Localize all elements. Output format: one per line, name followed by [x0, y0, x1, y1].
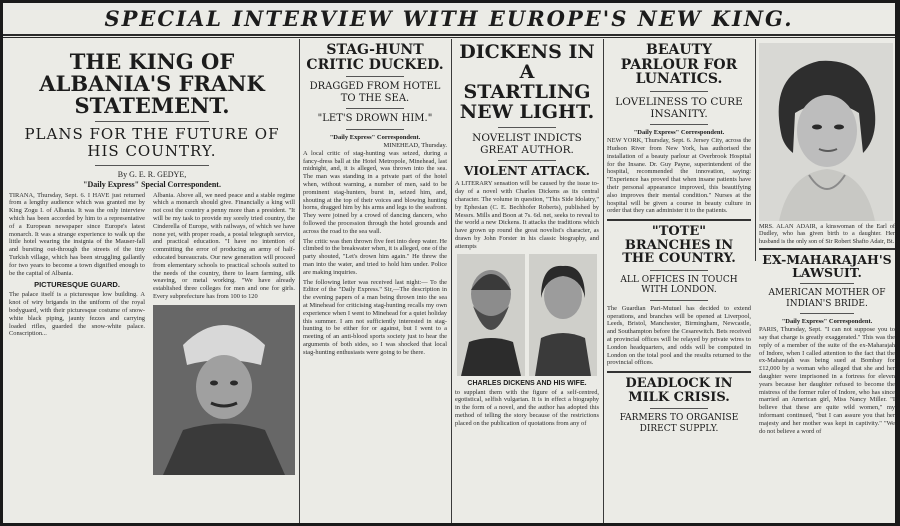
banner-rule-top: [3, 34, 895, 36]
column-rule: [755, 39, 756, 261]
column-rule: [603, 39, 604, 523]
albania-paragraph: Albania. Above all, we need peace and a stable regime which a monarch should give. Financially a king will not cost the country a penny more than a president. "It will be my task to provide my sorely tried country, the Cinderella of Europe, with railways, of which we have none yet, with proper roads, a postal telegraph service, and practical education. "I have no intention of committing the error of producing an army of half-educated bureaucrats. Our new generation will proceed from elementary schools to practical schools suited to the needs of the country, there to learn farming, silk weaving, or metal working. "We have already established three colleges for men and one for girls. Every subprefecture has from 100 to 120: [153, 191, 295, 300]
column-rule: [299, 39, 300, 523]
divider: [346, 129, 404, 130]
maharajah-paragraph: PARIS, Thursday, Sept. "I can not suppose you to say that charge is greatly exaggerated." This was the reply of a member of the suite of the ex-Maharajah of Indore, when I called attention to the fact that the ex-Maharajah was being sued at Bombay for £12,000 by a woman who alleged that she and her daughter were imprisoned in a fortress for eleven years because her daughter refused to become the mistress of the former ruler of Indore, who has since married an American girl, Miss Nancy Miller. "I believe that these are quite wild women," my informant continued, "but I can assure you that her majesty and her mother was kept in captivity." "We do not believe a word of: [759, 326, 895, 435]
albania-paragraph: The palace itself is a picturesque low building. A knot of wiry brigands in the uniform of the royal bodyguard, with their picturesque costume of snow-white black piping, jaunty fezzes and carrying loaded rifles, guarded the snow-white palace. Conscription...: [9, 291, 145, 338]
divider: [498, 127, 556, 128]
dickens-paragraph: to supplant them with the figure of a self-centred, egotistical, selfish vulgarian. It is in effect a biography in the form of a novel, and the author has adopted this method of telling the story because of the restrictions placed on the publication of quotations from any of: [455, 388, 599, 427]
column-four: [607, 41, 751, 523]
page-banner: SPECIAL INTERVIEW WITH EUROPE'S NEW KING.: [104, 6, 794, 31]
staghunt-correspondent: "Daily Express" Correspondent.: [329, 133, 421, 141]
column-five: [759, 41, 895, 523]
albania-correspondent: "Daily Express" Special Correspondent.: [83, 179, 221, 189]
beauty-paragraph: NEW YORK, Thursday, Sept. 6. Jersey City, across the Hudson River from New York, has authorised the installation of a beauty parlour at Overbrook Hospital for the Insane. Dr. Guy Payne, superintendent of the hospital, recommended the innovation, saying: "Experience has proved that when insane patients have their personal appearance improved, this beautifying also improves their mental condition." Nurses at the hospital will be given a course in beauty culture in order that they can administer it to the patients.: [607, 137, 751, 215]
divider: [650, 91, 708, 92]
beauty-headline: BEAUTY PARLOUR FOR LUNATICS.: [620, 42, 738, 88]
staghunt-paragraph: The following letter was received last night:— To the Editor of the "Daily Express." Sir,—The description in the evening papers of a man being thrown into the sea at Minehead for criticising stag-hunting recalls my own experience when I went to Minehead for a quiet holiday this summer. I am not sufficiently interested in stag-hunting to be either for or against, but I went to a meeting of an anti-blood sports society just to hear the arguments of both sides, so I was shocked that local stag-hunting enthusiasts were going to be there.: [303, 278, 447, 356]
section-rule: [607, 371, 751, 373]
dickens-portrait-photos: [455, 254, 599, 378]
dickens-section-heading: VIOLENT ATTACK.: [464, 163, 590, 178]
column-rule: [451, 39, 452, 523]
divider: [346, 76, 404, 77]
beauty-correspondent: "Daily Express" Correspondent.: [633, 129, 725, 137]
divider: [498, 160, 556, 161]
banner-rule-bottom: [3, 37, 895, 38]
divider: [800, 313, 854, 314]
maharajah-headline: EX-MAHARAJAH'S LAWSUIT.: [762, 252, 892, 281]
albania-section-heading: PICTURESQUE GUARD.: [34, 280, 120, 290]
divider: [650, 270, 708, 271]
newspaper-page: [3, 3, 895, 523]
divider: [346, 108, 404, 109]
tote-paragraph: The Guardian Pari-Mutuel has decided to extend operations, and branches will be opened at Liverpool, Leeds, Bristol, Manchester, Birmingham, Newcastle, and Southampton before the Cesarewitch. Bets received at provincial offices will be relayed by private wires to London headquarters, and odds will be computed in London on the total pool and the results returned to the provincial offices.: [607, 304, 751, 367]
tote-headline: "TOTE" BRANCHES IN THE COUNTRY.: [622, 224, 736, 267]
albania-headline: THE KING OF ALBANIA'S FRANK STATEMENT.: [39, 49, 265, 119]
staghunt-article: [303, 41, 447, 523]
milk-headline: DEADLOCK IN MILK CRISIS.: [625, 376, 733, 405]
staghunt-quote: "LET'S DROWN HIM.": [317, 113, 433, 125]
staghunt-dateline: MINEHEAD, Thursday.: [383, 141, 447, 149]
staghunt-subhead: DRAGGED FROM HOTEL TO THE SEA.: [309, 81, 441, 104]
king-zog-photo: [153, 305, 295, 475]
dickens-subhead: NOVELIST INDICTS GREAT AUTHOR.: [472, 131, 582, 156]
divider: [650, 300, 708, 301]
adair-caption: MRS. ALAN ADAIR, a kinswoman of the Earl of Dudley, who has given birth to a daughter. Her husband is the only son of Sir Robert Shafto Adair, Bt.: [759, 223, 895, 245]
staghunt-paragraph: The critic was then thrown five feet into deep water. He climbed to the breakwater when, it is alleged, one of the party shouted, "Let's drown him again." He threw the man into the water, and tried to hold him under. Police are making inquiries.: [303, 237, 447, 276]
albania-article: [9, 41, 295, 523]
beauty-subhead: LOVELINESS TO CURE INSANITY.: [615, 96, 743, 121]
divider: [650, 124, 708, 125]
dickens-headline: DICKENS IN A STARTLING NEW LIGHT.: [459, 41, 595, 123]
albania-byline: By G. E. R. GEDYE,: [117, 169, 187, 179]
maharajah-subhead: AMERICAN MOTHER OF INDIAN'S BRIDE.: [768, 288, 886, 309]
albania-subhead: PLANS FOR THE FUTURE OF HIS COUNTRY.: [24, 125, 280, 161]
mrs-adair-portrait: [759, 43, 893, 221]
maharajah-correspondent: "Daily Express" Correspondent.: [781, 318, 873, 326]
albania-paragraph: TIRANA, Thursday, Sept. 6. I HAVE just returned from a lengthy audience which was granted me by King Zogu I. of Albania. It was the only interview which has been accorded by him to a representative of a European newspaper since Europe's latest monarch. It was a strange experience to walk up the little hotel wearing the insignia of the Mauser-fall and bursting out-through the streets of the tiny Turkish village, which has been struggling gallantly for two years to become a town dignified enough to be the capital of Albania.: [9, 191, 145, 277]
milk-subhead: FARMERS TO ORGANISE DIRECT SUPPLY.: [619, 413, 739, 434]
staghunt-paragraph: A local critic of stag-hunting was seized, during a fancy-dress ball at the Hotel Metropole, Minehead, last midnight, and, it is alleged, was thrown into the sea. The man was standing in a private part of the hotel when, without warning, a number of men, said to be prominent stag-hunters, burst in, seized him, and, shouting at the top of their voices and blowing hunting horns, dragged him by his arms and legs to the seafront. They were joined by a crowd of dancing dancers, who followed the procession through the hotel grounds and across the road to the sea wall.: [303, 149, 447, 235]
divider: [95, 165, 209, 166]
dickens-paragraph: A LITERARY sensation will be caused by the issue to-day of a novel with Charles Dickens as its central character. The volume in question, "This Side Idolatry," by Ephesian (C. E. Bechhofer Roberts), published by Messrs. Mills and Boon at 7s. 6d. net, seeks to reveal to the world a new Dickens. It attacks the traditions which have grown up round the great novelist's character, as drawn by John Forster in his classic biography, and attempts: [455, 180, 599, 250]
section-rule: [607, 219, 751, 221]
divider: [95, 121, 209, 122]
dickens-photo-caption: CHARLES DICKENS AND HIS WIFE.: [467, 379, 587, 387]
tote-subhead: ALL OFFICES IN TOUCH WITH LONDON.: [620, 275, 738, 296]
divider: [650, 408, 708, 409]
dickens-article: [455, 41, 599, 523]
divider: [800, 283, 854, 284]
section-rule: [759, 248, 895, 250]
staghunt-headline: STAG-HUNT CRITIC DUCKED.: [306, 42, 444, 73]
